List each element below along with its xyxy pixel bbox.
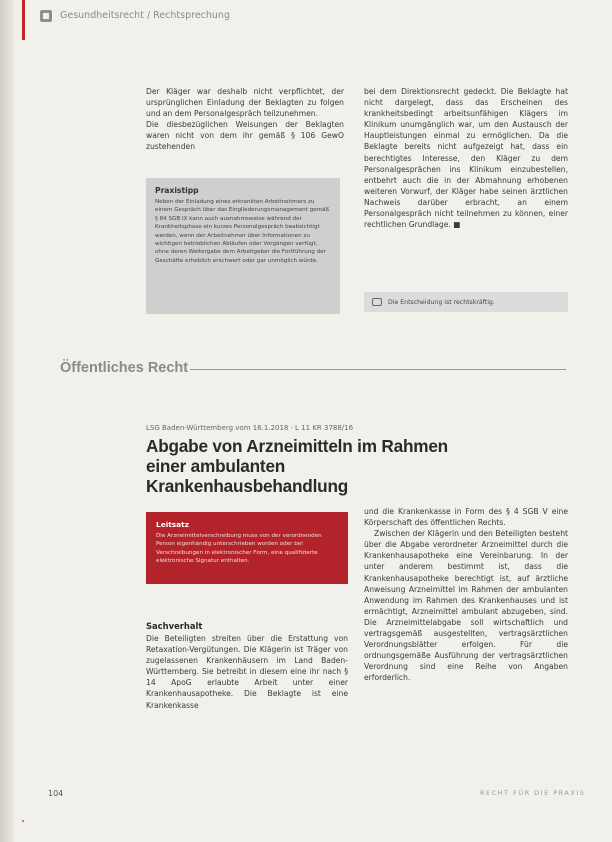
tip-body: Neben der Einladung eines erkrankten Arbeitnehmers zu einem Gespräch über das Eingliederungsmanagement gemäß § 84 SGB IX kann auch ausnahmsweise während der Krankheitsphase ein kurzes Personalgespräch beabsichtigt werden, wenn der Arbeitnehmer über Informationen zu wichtigen betrieblichen Abläufen oder Vorgängen verfügt, ohne deren Weitergabe dem Arbeitgeber die Fortführung der Geschäfte erheblich erschwert oder gar unmöglich würde. <box>155 199 330 264</box>
accent-bar <box>22 0 25 40</box>
paragraph: bei dem Direktionsrecht gedeckt. Die Beklagte hat nicht dargelegt, dass das Erscheinen des krankheitsbedingt arbeitsunfähigen Klägers im Klinikum unumgänglich war, um den Austausch der Hauptleistungen einmal zu ermöglichen. Da die Beklagte bereits nicht aufgezeigt hat, dass ein berechtigtes Interesse, den Kläger zu dem Personalgesprächen ins Klinikum einzubestellen, entbehrt auch die in der Abmahnung erhobenen weiteren Vorwurf, der Kläger habe seinen ärztlichen Nachweis darüber erbracht, an einem Personalgespräch nicht teilnehmen zu können, einer rechtlichen Grundlage. ■ <box>364 87 568 230</box>
section-title: Öffentliches Recht <box>60 360 189 376</box>
sachverhalt-column <box>146 633 348 711</box>
publication-name: RECHT FÜR DIE PRAXIS <box>480 789 586 797</box>
decision-status-box <box>364 292 568 312</box>
paragraph: Der Kläger war deshalb nicht verpflichtet, der ursprünglichen Einladung der Beklagten zu folgen und an dem Personalgespräch teilzunehmen. <box>146 87 344 119</box>
article-headline: Abgabe von Arzneimitteln im Rahmen einer ambulanten Krankenhausbehandlung <box>146 436 448 496</box>
page-speck <box>22 820 24 822</box>
document-icon <box>372 298 382 306</box>
paragraph: Zwischen der Klägerin und den Beteiligten besteht über die Abgabe verordneter Arzneimittel durch die Krankenhausapotheke eine Vereinbarung. In der unter anderem bestimmt ist, dass die Krankenhausapotheke berechtigt ist, auf ärztliche Anweisung Arzneimittel im Rahmen der ambulanten Anwendung im Rahmen des Krankenhauses und ist ermächtigt, Arzneimittel ambulant abzugeben, sind. Die Arzneimittelabgabe soll wirtschaftlich und vertragsgemäß ausgestellten, vertragsärztlichen Verordnungsblätter erfolgen. Für die ordnungsgemäße Ausführung der vertragsärztlichen Verordnung sind eine Reihe von Angaben erforderlich. <box>364 529 568 683</box>
page-number: 104 <box>48 789 64 798</box>
paragraph: und die Krankenkasse in Form des § 4 SGB V eine Körperschaft des öffentlichen Rechts. <box>364 507 568 528</box>
running-header: Gesundheitsrecht / Rechtsprechung <box>60 10 230 21</box>
top-left-column <box>146 86 344 153</box>
bottom-right-column <box>364 506 568 684</box>
tip-title: Praxistipp <box>155 186 199 195</box>
leitsatz-title: Leitsatz <box>156 520 190 529</box>
case-citation: LSG Baden-Württemberg vom 16.1.2018 · L 11 KR 3788/16 <box>146 424 354 432</box>
section-divider <box>190 369 566 370</box>
section-square-icon <box>40 10 52 22</box>
leitsatz-box <box>146 512 348 584</box>
leitsatz-body: Die Arzneimittelverschreibung muss von der verordnenden Person eigenhändig unterschrieben worden oder bei Verschreibungen in elektronischer Form, eine qualifizierte elektronische Signatur enthalten. <box>156 533 322 564</box>
top-right-column <box>364 86 568 230</box>
practice-tip-box <box>146 178 340 314</box>
paragraph: Die Beteiligten streiten über die Erstattung von Retaxation-Vergütungen. Die Klägerin ist Träger von zugelassenen Krankenhäusern im Land Baden-Württemberg. Sie betreibt in diesem eine ihr nach § 14 ApoG erlaubte Arbeit unter einer Krankenhausapotheke. Die Beklagte ist eine Krankenkasse <box>146 634 348 710</box>
decision-status-text: Die Entscheidung ist rechtskräftig. <box>388 298 495 306</box>
sachverhalt-heading: Sachverhalt <box>146 621 203 631</box>
paragraph: Die diesbezüglichen Weisungen der Beklagten waren nicht von dem ihr gemäß § 106 GewO zustehenden <box>146 120 344 152</box>
page-edge-shadow <box>0 0 14 842</box>
